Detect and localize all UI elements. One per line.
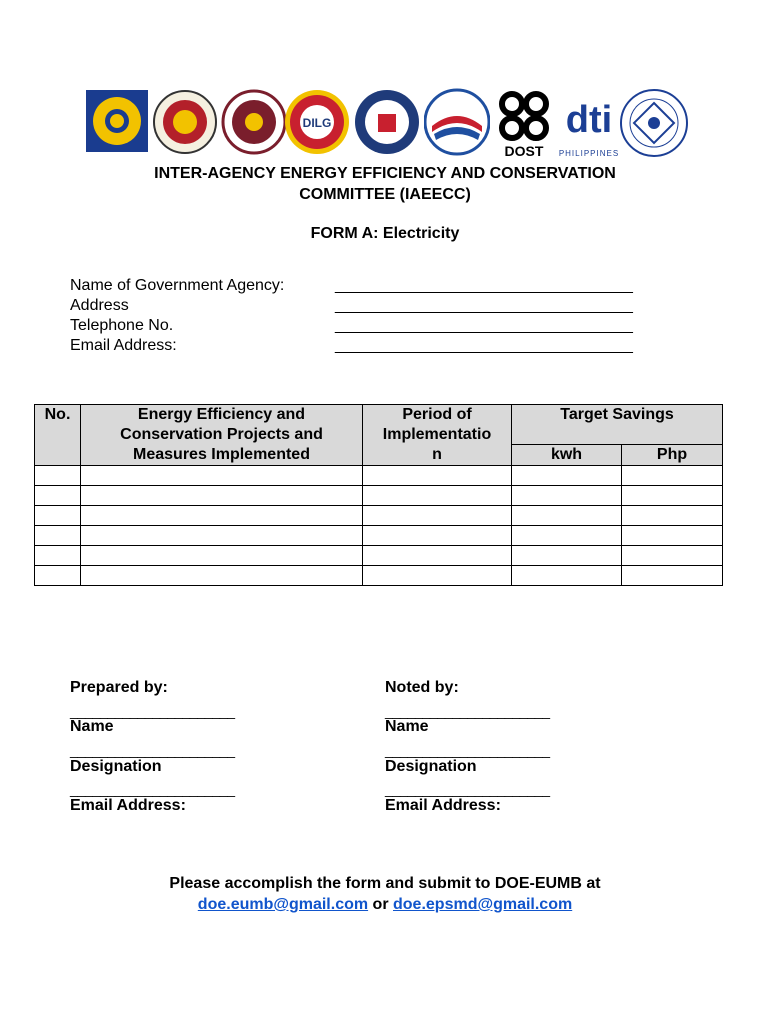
cell-kwh[interactable] [512, 546, 622, 566]
col-header-projects-line-3: Measures Implemented [133, 446, 310, 463]
dti-logo-subtext: PHILIPPINES [558, 149, 620, 158]
seal-2-logo [152, 86, 218, 156]
cell-kwh[interactable] [512, 486, 622, 506]
col-header-period [363, 405, 512, 466]
footer-or: or [372, 896, 389, 913]
dpwh-logo [354, 86, 420, 156]
cell-period[interactable] [363, 526, 512, 546]
noted-name-label: Name [385, 718, 429, 735]
prepared-name-line[interactable]: ______________________ [70, 703, 235, 719]
col-header-projects-line-2: Conservation Projects and [120, 426, 323, 443]
cell-no[interactable] [35, 526, 81, 546]
cell-php[interactable] [622, 506, 723, 526]
prepared-designation-label: Designation [70, 758, 162, 775]
seal-9-logo [619, 86, 689, 160]
cell-no[interactable] [35, 486, 81, 506]
address-label: Address [70, 297, 129, 314]
table-row [35, 506, 723, 526]
dilg-logo-text: DILG [302, 116, 332, 130]
col-header-projects [81, 405, 363, 466]
cell-period[interactable] [363, 506, 512, 526]
col-header-kwh: kwh [512, 445, 622, 466]
table-row [35, 466, 723, 486]
cell-php[interactable] [622, 486, 723, 506]
dilg-logo [284, 86, 350, 156]
agency-name-line[interactable]: ___________________________________ [335, 277, 633, 294]
dept-transportation-logo [424, 86, 490, 156]
footer-instruction: Please accomplish the form and submit to DOE-EUMB at [169, 875, 601, 892]
telephone-label: Telephone No. [70, 317, 174, 334]
dti-logo-text: dti [565, 99, 613, 141]
telephone-line[interactable]: ___________________________________ [335, 317, 633, 334]
prepared-designation-line[interactable]: ______________________ [70, 742, 235, 758]
cell-php[interactable] [622, 466, 723, 486]
noted-email-line[interactable]: ______________________ [385, 781, 550, 797]
prepared-by-label: Prepared by: [70, 679, 168, 696]
cell-project[interactable] [81, 566, 363, 586]
cell-no[interactable] [35, 466, 81, 486]
agency-logos [84, 86, 689, 160]
col-header-no: No. [35, 405, 81, 466]
table-row [35, 526, 723, 546]
cell-php[interactable] [622, 546, 723, 566]
cell-kwh[interactable] [512, 526, 622, 546]
prepared-name-label: Name [70, 718, 114, 735]
cell-period[interactable] [363, 486, 512, 506]
col-header-target-savings: Target Savings [512, 405, 723, 445]
cell-period[interactable] [363, 546, 512, 566]
cell-period[interactable] [363, 466, 512, 486]
cell-no[interactable] [35, 506, 81, 526]
noted-designation-label: Designation [385, 758, 477, 775]
cell-php[interactable] [622, 566, 723, 586]
col-header-period-line-3: n [432, 446, 442, 463]
form-title: FORM A: Electricity [310, 225, 460, 242]
cell-php[interactable] [622, 526, 723, 546]
table-row [35, 566, 723, 586]
table-row [35, 546, 723, 566]
prepared-email-line[interactable]: ______________________ [70, 781, 235, 797]
dost-logo [494, 86, 554, 160]
cell-no[interactable] [35, 566, 81, 586]
noted-designation-line[interactable]: ______________________ [385, 742, 550, 758]
noted-name-line[interactable]: ______________________ [385, 703, 550, 719]
cell-project[interactable] [81, 546, 363, 566]
dti-logo [552, 86, 626, 160]
projects-table [34, 404, 723, 586]
dept-finance-logo [221, 86, 287, 156]
cell-kwh[interactable] [512, 466, 622, 486]
cell-period[interactable] [363, 566, 512, 586]
cell-project[interactable] [81, 526, 363, 546]
email-label: Email Address: [70, 337, 177, 354]
footer-emails [0, 894, 770, 915]
agency-name-label: Name of Government Agency: [70, 277, 285, 294]
noted-email-label: Email Address: [385, 797, 501, 814]
address-line[interactable]: ___________________________________ [335, 297, 633, 314]
doe-epsmd-email-link[interactable]: doe.epsmd@gmail.com [393, 896, 573, 913]
cell-no[interactable] [35, 546, 81, 566]
cell-kwh[interactable] [512, 506, 622, 526]
seal-1-logo [84, 86, 150, 156]
table-row [35, 486, 723, 506]
cell-project[interactable] [81, 486, 363, 506]
col-header-projects-line-1: Energy Efficiency and [137, 406, 306, 423]
noted-by-label: Noted by: [385, 679, 459, 696]
cell-project[interactable] [81, 466, 363, 486]
col-header-period-line-2: Implementatio [382, 426, 492, 443]
prepared-email-label: Email Address: [70, 797, 186, 814]
title-line-2: COMMITTEE (IAEECC) [299, 186, 471, 203]
col-header-php: Php [622, 445, 723, 466]
cell-kwh[interactable] [512, 566, 622, 586]
col-header-period-line-1: Period of [402, 406, 472, 423]
cell-project[interactable] [81, 506, 363, 526]
email-line[interactable]: ___________________________________ [335, 337, 633, 354]
title-line-1: INTER-AGENCY ENERGY EFFICIENCY AND CONSERVATION [154, 165, 616, 182]
dost-logo-text: DOST [504, 143, 544, 159]
doe-eumb-email-link[interactable]: doe.eumb@gmail.com [197, 896, 369, 913]
